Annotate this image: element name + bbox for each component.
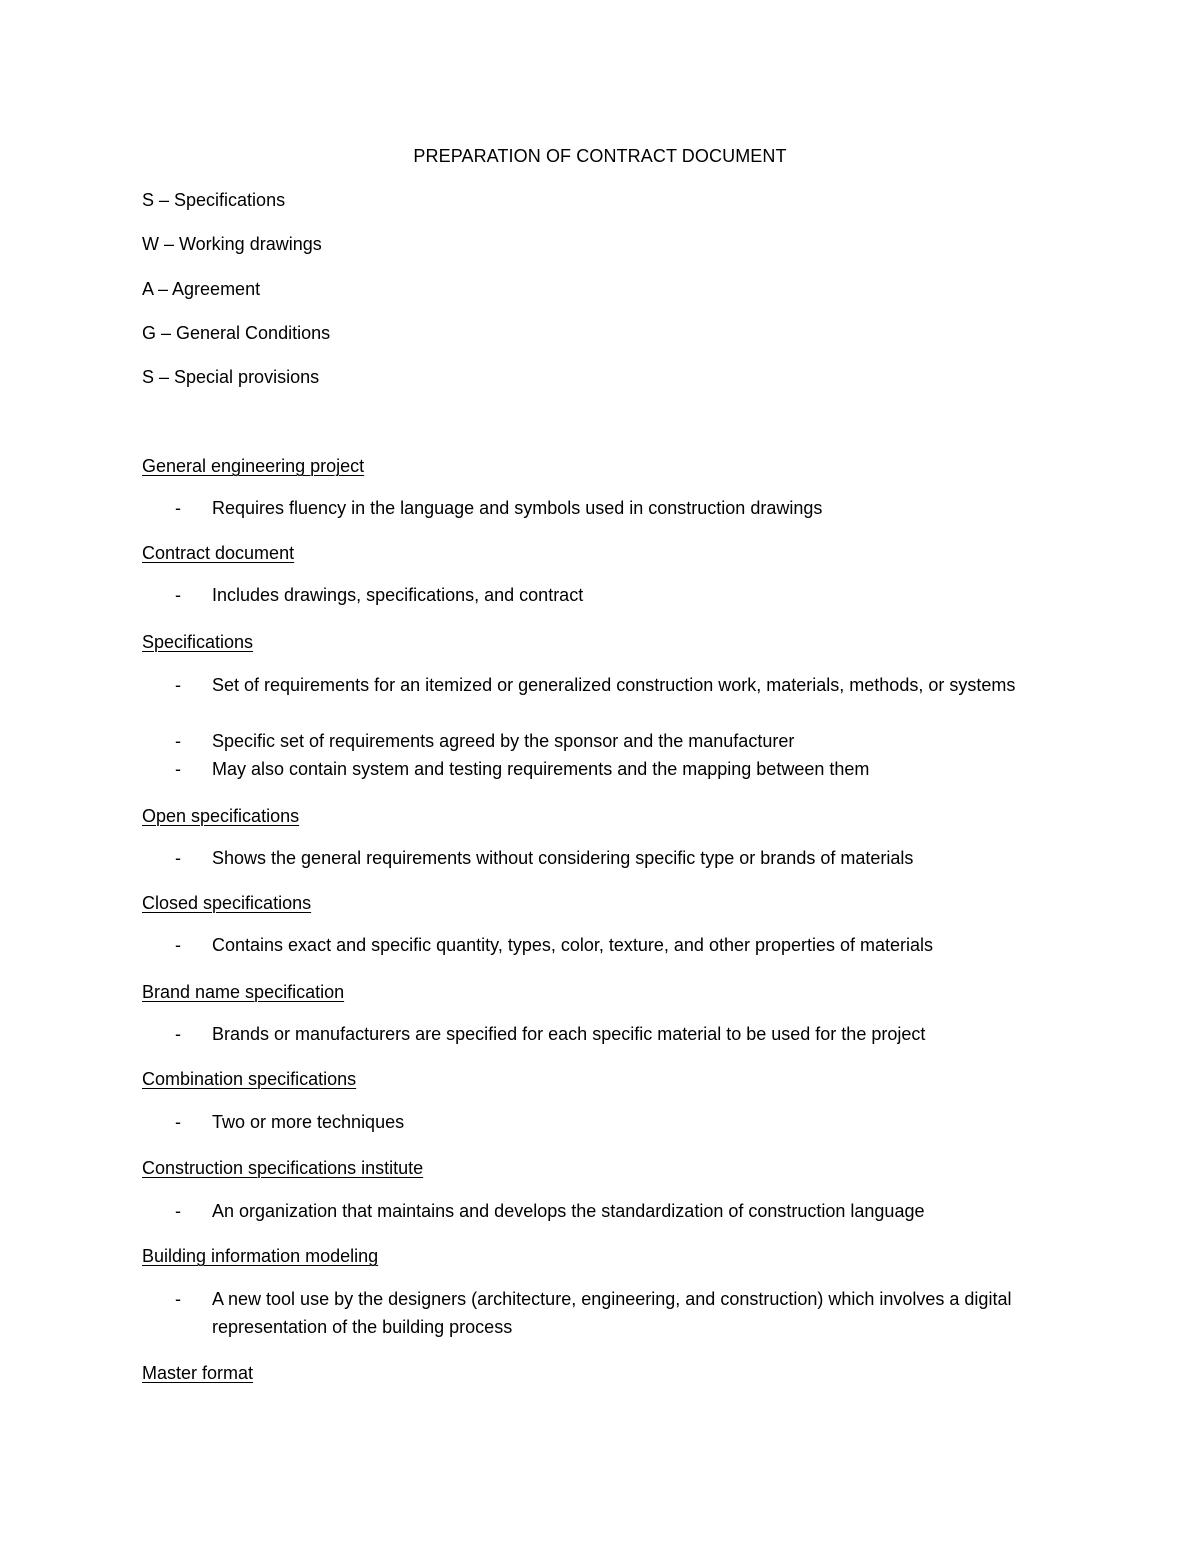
- section-heading: Master format: [142, 1363, 254, 1383]
- bullet-text: Requires fluency in the language and symbols used in construction drawings: [212, 498, 823, 518]
- bullet-text: An organization that maintains and develops the standardization of construction language: [212, 1201, 925, 1221]
- acronym-line: S – Specifications: [142, 190, 286, 210]
- bullet-dash: -: [175, 675, 181, 695]
- section-heading: Open specifications: [142, 806, 300, 826]
- bullet-dash: -: [175, 1024, 181, 1044]
- section-heading: Specifications: [142, 632, 254, 652]
- bullet-dash: -: [175, 848, 181, 868]
- bullet-text: Includes drawings, specifications, and contract: [212, 585, 584, 605]
- bullet-text: Two or more techniques: [212, 1112, 405, 1132]
- acronym-line: G – General Conditions: [142, 323, 331, 343]
- section-heading: Building information modeling: [142, 1246, 379, 1266]
- bullet-text: Brands or manufacturers are specified for each specific material to be used for the project: [212, 1024, 926, 1044]
- section-heading: Construction specifications institute: [142, 1158, 424, 1178]
- section-heading: Contract document: [142, 543, 295, 563]
- bullet-dash: -: [175, 759, 181, 779]
- bullet-text: A new tool use by the designers (architecture, engineering, and construction) which involves a digital representation of the building process: [212, 1289, 1012, 1337]
- acronym-line: S – Special provisions: [142, 367, 320, 387]
- bullet-dash: -: [175, 585, 181, 605]
- bullet-dash: -: [175, 498, 181, 518]
- bullet-dash: -: [175, 935, 181, 955]
- section-heading: Brand name specification: [142, 982, 345, 1002]
- acronym-line: A – Agreement: [142, 279, 261, 299]
- section-heading: General engineering project: [142, 456, 365, 476]
- bullet-text: Specific set of requirements agreed by the sponsor and the manufacturer: [212, 731, 795, 751]
- bullet-text: Contains exact and specific quantity, types, color, texture, and other properties of materials: [212, 935, 934, 955]
- section-heading: Closed specifications: [142, 893, 312, 913]
- bullet-dash: -: [175, 731, 181, 751]
- bullet-text: Set of requirements for an itemized or generalized construction work, materials, methods, or systems: [212, 675, 1016, 695]
- bullet-dash: -: [175, 1289, 181, 1309]
- bullet-text: May also contain system and testing requirements and the mapping between them: [212, 759, 870, 779]
- bullet-dash: -: [175, 1112, 181, 1132]
- section-heading: Combination specifications: [142, 1069, 357, 1089]
- bullet-dash: -: [175, 1201, 181, 1221]
- bullet-text: Shows the general requirements without considering specific type or brands of materials: [212, 848, 914, 868]
- acronym-line: W – Working drawings: [142, 234, 322, 254]
- document-title: PREPARATION OF CONTRACT DOCUMENT: [413, 146, 787, 166]
